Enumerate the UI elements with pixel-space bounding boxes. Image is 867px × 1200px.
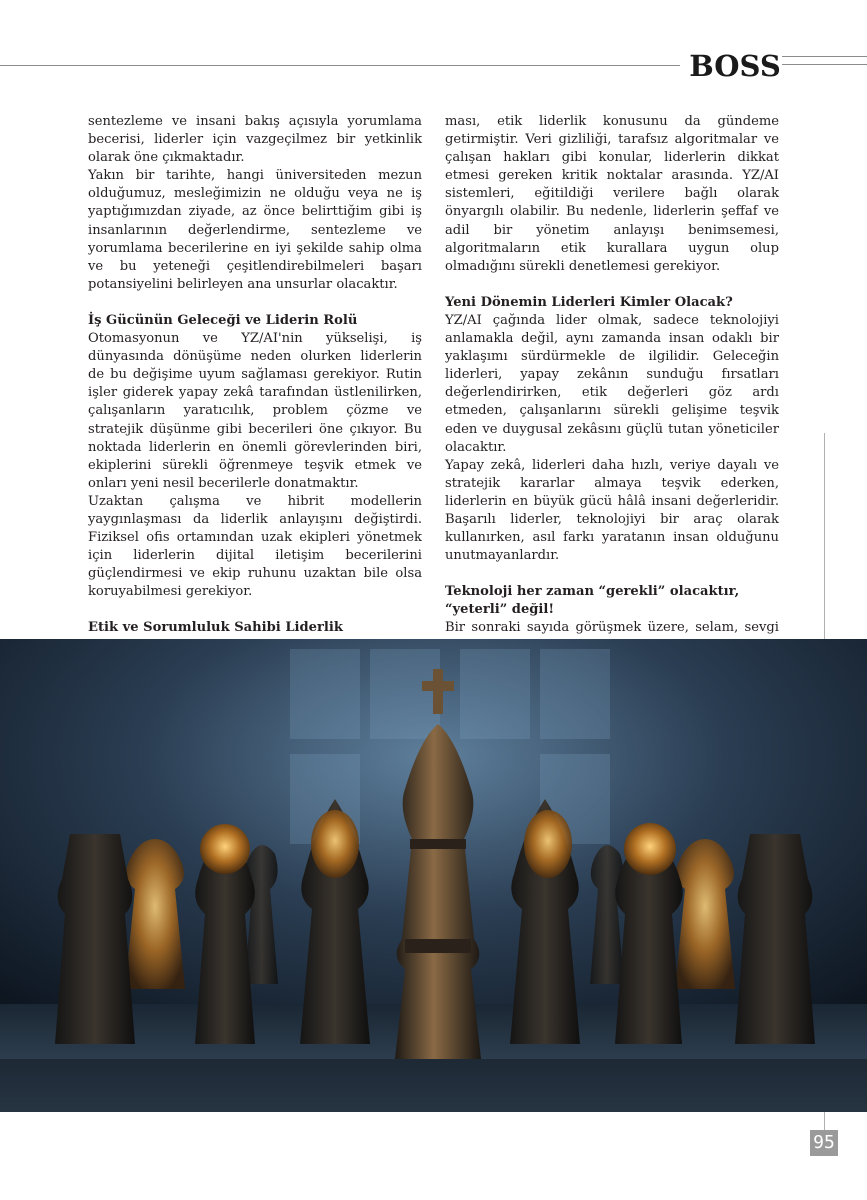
section-heading: İş Gücünün Geleceği ve Liderin Rolü xyxy=(88,312,358,328)
chess-pieces-photo xyxy=(0,639,867,1112)
page-number: 95 xyxy=(810,1130,838,1156)
paragraph: YZ/AI çağında lider olmak, sadece teknolojiyi anlamakla değil, aynı zamanda insan odaklı bir yaklaşımı sürdürmekle de ilgilidir. Geleceğin liderleri, yapay zekânın sunduğu fırsatları değerlendirirken, etik değerleri göz ardı etmeden, çalışanlarını sürekli gelişime teşvik eden ve duygusal zekâsını güçlü tutan yöneticiler olacaktır. xyxy=(445,312,779,455)
section-heading: Teknoloji her zaman “gerekli” olacaktır, “yeterli” değil! xyxy=(445,584,740,618)
right-column xyxy=(445,113,779,656)
paragraph: Bir sonraki sayıda görüşmek üzere, selam, sevgi xyxy=(445,620,779,636)
paragraph: Uzaktan çalışma ve hibrit modellerin yaygınlaşması da liderlik anlayışını değiştirdi. Fiziksel ofis ortamından uzak ekipleri yönetmek için liderlerin dijital iletişim becerilerini güçlendirmesi ve ekip ruhunu uzaktan bile olsa koruyabilmesi gerekiyor. xyxy=(88,493,422,600)
section-heading: Etik ve Sorumluluk Sahibi Liderlik xyxy=(88,620,343,636)
header-rule xyxy=(0,65,680,66)
left-column xyxy=(88,113,422,674)
paragraph: ması, etik liderlik konusunu da gündeme getirmiştir. Veri gizliliği, tarafsız algoritmalar ve çalışan hakları gibi konular, liderlerin dikkat etmesi gereken kritik noktalar arasında. YZ/AI sistemleri, eğitildiği verilere bağlı olarak önyargılı olabilir. Bu nedenle, liderlerin şeffaf ve adil bir yönetim anlayışı benimsemesi, algoritmaların etik kurallara uygun olup olmadığını sürekli denetlemesi gerekiyor. xyxy=(445,114,779,274)
side-rule-bottom xyxy=(824,1112,825,1132)
side-rule xyxy=(824,433,825,639)
paragraph: Yapay zekâ, liderleri daha hızlı, veriye dayalı ve stratejik kararlar almaya teşvik ederken, liderlerin en büyük gücü hâlâ insani değerleridir. Başarılı liderler, teknolojiyi bir araç olarak kullanırken, asıl farkı yaratanın insan olduğunu unutmayanlardır. xyxy=(445,457,779,564)
paragraph: Yakın bir tarihte, hangi üniversiteden mezun olduğumuz, mesleğimizin ne olduğu veya ne iş yaptığımızdan ziyade, az önce belirttiğim gibi iş insanlarının değerlendirme, sentezleme ve yorumlama becerilerine en iyi şekilde sahip olma ve bu yeteneği çeşitlendirebilmeleri başarı potansiyelini belirleyen ana unsurlar olacaktır. xyxy=(88,168,422,292)
section-heading: Yeni Dönemin Liderleri Kimler Olacak? xyxy=(445,294,733,310)
paragraph: sentezleme ve insani bakış açısıyla yorumlama becerisi, liderler için vazgeçilmez bir yetkinlik olarak öne çıkmaktadır. xyxy=(88,114,422,166)
paragraph: Otomasyonun ve YZ/AI'nin yükselişi, iş dünyasında dönüşüme neden olurken liderlerin de bu değişime uyum sağlaması gerekiyor. Rutin işler giderek yapay zekâ tarafından üstlenilirken, çalışanların yaratıcılık, problem çözme ve stratejik düşünme gibi becerileri öne çıkıyor. Bu noktada liderlerin en önemli görevlerinden biri, ekiplerini sürekli öğrenmeye teşvik etmek ve onları yeni nesil becerilerle donatmaktır. xyxy=(88,331,422,491)
magazine-brand: BOSS xyxy=(689,49,781,83)
brand-decor-lines xyxy=(782,56,867,72)
